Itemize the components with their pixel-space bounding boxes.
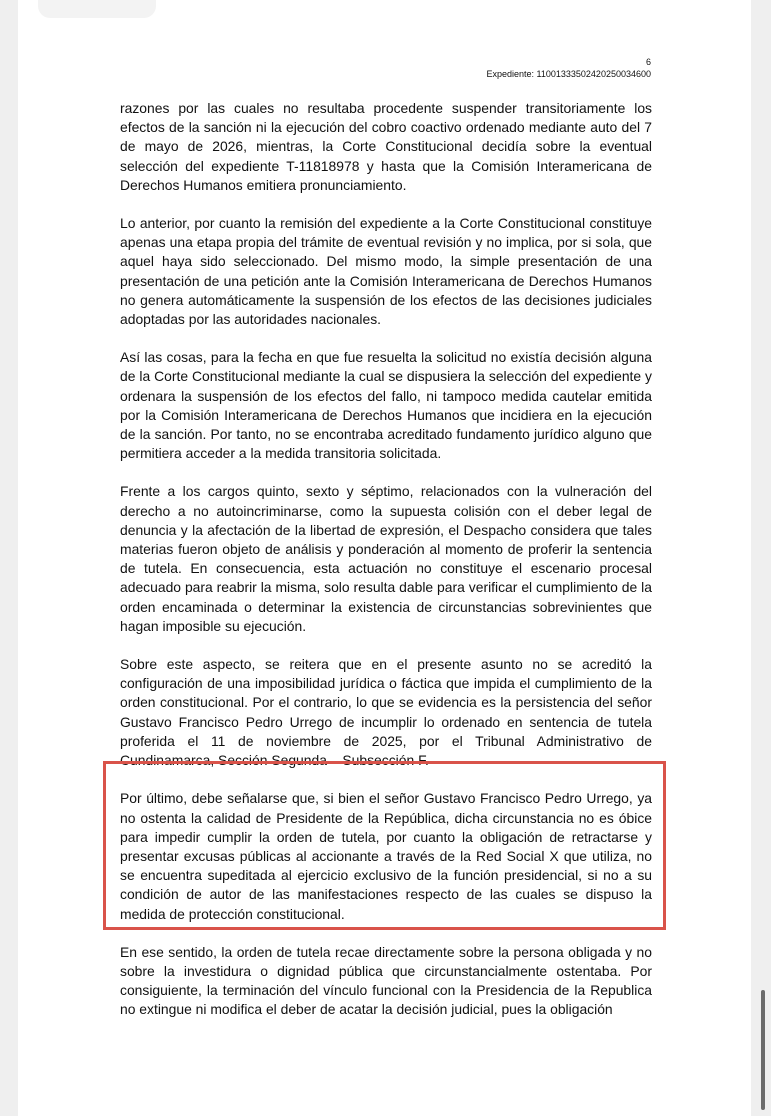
paragraph-6-highlighted: Por último, debe señalarse que, si bien el señor Gustavo Francisco Pedro Urrego, ya no ostenta la calidad de Presidente de la República, dicha circunstancia no es óbice para impedir cumplir la orden de tutela, por cuanto la obligación de retractarse y presentar excusas públicas al accionante a través de la Red Social X que utiliza, no se encuentra supeditada al ejercicio exclusivo de la función presidencial, si no a su condición de autor de las manifestaciones respecto de las cuales se dispuso la medida de protección constitucional. bbox=[120, 790, 652, 922]
expediente-number: Expediente: 11001333502420250034600 bbox=[486, 69, 651, 79]
paragraph-1: razones por las cuales no resultaba procedente suspender transitoriamente los efectos de la sanción ni la ejecución del cobro coactivo ordenado mediante auto del 7 de mayo de 2026, mientras, la Corte Constitucional decidía sobre la eventual selección del expediente T-11818978 y hasta que la Comisión Interamericana de Derechos Humanos emitiera pronunciamiento. bbox=[120, 100, 652, 193]
paragraph-2: Lo anterior, por cuanto la remisión del expediente a la Corte Constitucional constituye apenas una etapa propia del trámite de eventual revisión y no implica, por si sola, que aquel haya sido seleccionado. Del mismo modo, la simple presentación de una presentación de una petición ante la Comisión Interamericana de Derechos Humanos no genera automáticamente la suspensión de los efectos de las decisiones judiciales adoptadas por las autoridades nacionales. bbox=[120, 215, 652, 328]
paragraph-7: En ese sentido, la orden de tutela recae directamente sobre la persona obligada y no sobre la investidura o dignidad pública que circunstancialmente ostentaba. Por consiguiente, la terminación del vínculo funcional con la Presidencia de la Republica no extingue ni modifica el deber de acatar la decisión judicial, pues la obligación bbox=[120, 943, 652, 1018]
page-header bbox=[487, 56, 652, 80]
page-number: 6 bbox=[645, 57, 651, 67]
scrollbar-thumb[interactable] bbox=[761, 990, 765, 1110]
paragraph-4: Frente a los cargos quinto, sexto y séptimo, relacionados con la vulneración del derecho a no autoincriminarse, como la supuesta colisión con el deber legal de denuncia y la afectación de la libertad de expresión, el Despacho considera que tales materias fueron objeto de análisis y ponderación al momento de proferir la sentencia de tutela. En consecuencia, esta actuación no constituye el escenario procesal adecuado para reabrir la misma, solo resulta dable para verificar el cumplimiento de la orden encaminada o determinar la existencia de circunstancias sobrevinientes que hagan imposible su ejecución. bbox=[120, 483, 652, 634]
paragraph-5: Sobre este aspecto, se reitera que en el presente asunto no se acreditó la configuración de una imposibilidad jurídica o fáctica que impida el cumplimiento de la orden constitucional. Por el contrario, lo que se evidencia es la persistencia del señor Gustavo Francisco Pedro Urrego de incumplir lo ordenado en sentencia de tutela proferida el 11 de noviembre de 2025, por el Tribunal Administrativo de Cundinamarca, Sección Segunda – Subsección F. bbox=[120, 656, 652, 769]
paragraph-3: Así las cosas, para la fecha en que fue resuelta la solicitud no existía decisión alguna de la Corte Constitucional mediante la cual se dispusiera la selección del expediente y ordenara la suspensión de los efectos del fallo, ni tampoco medida cautelar emitida por la Comisión Interamericana de Derechos Humanos que incidiera en la ejecución de la sanción. Por tanto, no se encontraba acreditado fundamento jurídico alguno que permitiera acceder a la medida transitoria solicitada. bbox=[120, 349, 652, 462]
highlight-annotation-box bbox=[103, 761, 666, 930]
previous-page-edge bbox=[38, 0, 156, 18]
